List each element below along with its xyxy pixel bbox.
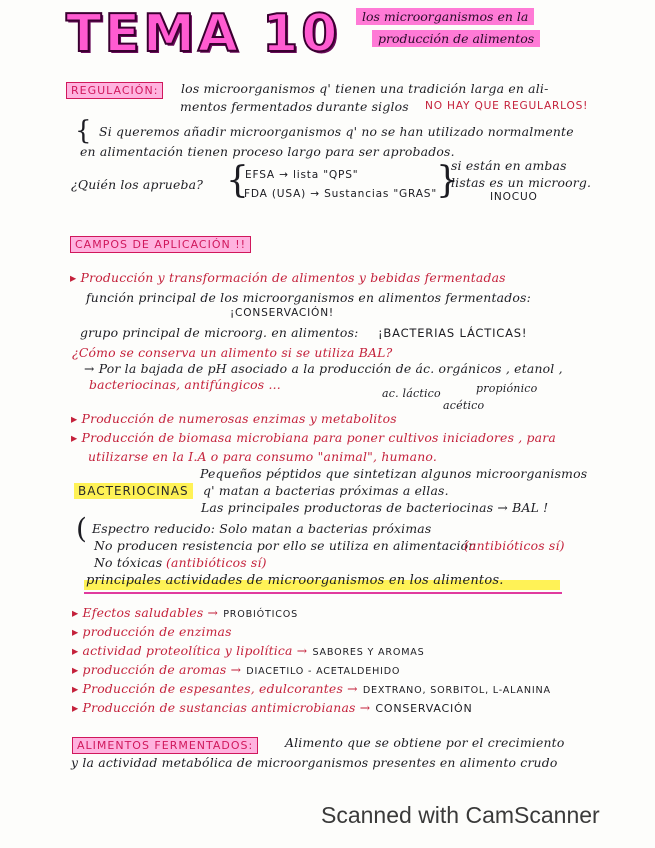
note-line-2: listas es un microorg. — [451, 175, 592, 190]
note-line-3: INOCUO — [490, 191, 538, 203]
campos-item-3-line-2: utilizarse en la I.A o para consumo "animal", humano. — [88, 449, 437, 464]
actividad-item — [72, 602, 298, 621]
acid-lactico: ac. láctico — [382, 387, 441, 400]
acid-acetico: acético — [443, 399, 485, 412]
fda-line: FDA (USA) → Sustancias "GRAS" — [244, 188, 437, 200]
campos-item-1: ▸ Producción y transformación de alimentos y bebidas fermentadas — [70, 270, 506, 285]
page-title: TEMA 10 — [66, 4, 341, 64]
actividad-text: ▸ Producción de espesantes, edulcorantes → — [72, 681, 358, 696]
actividad-caps: PROBIÓTICOS — [223, 609, 299, 620]
actividad-item — [72, 678, 551, 697]
bacteriocinas-line-5b: (antibióticos sí) — [464, 538, 565, 553]
brace-efsa-fda: { — [226, 160, 249, 201]
actividad-caps: DIACETILO - ACETALDEHIDO — [246, 666, 401, 677]
bacteriocinas-line-6b: (antibióticos sí) — [166, 555, 267, 570]
fermentados-line-1: Alimento que se obtiene por el crecimiento — [285, 735, 565, 750]
regulacion-line-2a: mentos fermentados durante siglos — [180, 99, 409, 114]
actividad-item — [72, 659, 400, 678]
fermentados-line-2: y la actividad metabólica de microorganismos presentes en alimento crudo — [71, 755, 558, 770]
actividad-text: ▸ producción de enzimas — [72, 624, 232, 639]
bacteriocinas-line-2: q' matan a bacterias próximas a ellas. — [203, 483, 449, 498]
bacteriocinas-line-4: Espectro reducido: Solo matan a bacterias próximas — [92, 521, 432, 536]
campos-item-1-line-4a: grupo principal de microorg. en alimentos: — [80, 325, 359, 340]
actividad-item — [72, 621, 232, 640]
note-line-1: si están en ambas — [451, 158, 567, 173]
subtitle-line-2: producción de alimentos — [372, 30, 540, 47]
subtitle-line-1: los microorganismos en la — [356, 8, 534, 25]
actividad-item — [72, 697, 473, 716]
regulacion-label: REGULACIÓN: — [66, 82, 163, 99]
bal-answer-line-1: → Por la bajada de pH asociado a la producción de ác. orgánicos , etanol , — [84, 361, 563, 376]
brace-close: } — [436, 160, 459, 201]
regulacion-line-2b: NO HAY QUE REGULARLOS! — [425, 100, 589, 112]
efsa-line: EFSA → lista "QPS" — [245, 169, 359, 181]
bacteriocinas-line-6a: No tóxicas — [94, 555, 163, 570]
actividad-text: ▸ Producción de sustancias antimicrobianas → — [72, 700, 371, 715]
regulacion-line-4: en alimentación tienen proceso largo para ser aprobados. — [80, 144, 455, 159]
actividad-caps: SABORES Y AROMAS — [312, 647, 425, 658]
actividades-underline — [84, 592, 562, 594]
regulacion-line-1: los microorganismos q' tienen una tradición larga en ali- — [181, 81, 549, 96]
actividad-caps: DEXTRANO, SORBITOL, L-ALANINA — [362, 685, 551, 696]
campos-item-3: ▸ Producción de biomasa microbiana para poner cultivos iniciadores , para — [71, 430, 556, 445]
brace-bacteriocinas: ( — [76, 512, 87, 545]
actividad-caps: CONSERVACIÓN — [375, 702, 473, 715]
bacteriocinas-label: BACTERIOCINAS — [74, 483, 193, 499]
campos-item-2: ▸ Producción de numerosas enzimas y metabolitos — [71, 411, 397, 426]
acid-propionico: propiónico — [476, 382, 538, 395]
bacteriocinas-line-3: Las principales productoras de bacteriocinas → BAL ! — [201, 500, 549, 515]
bacteriocinas-line-5a: No producen resistencia por ello se utiliza en alimentación — [94, 538, 477, 553]
brace-regulacion: { — [75, 116, 92, 146]
actividad-text: ▸ Efectos saludables → — [72, 605, 219, 620]
regulacion-question: ¿Quién los aprueba? — [71, 177, 204, 192]
actividad-text: ▸ producción de aromas → — [72, 662, 242, 677]
actividad-text: ▸ actividad proteolítica y lipolítica → — [72, 643, 308, 658]
campos-item-1-line-2: función principal de los microorganismos en alimentos fermentados: — [86, 290, 531, 305]
bal-answer-line-2: bacteriocinas, antifúngicos ... — [89, 377, 281, 392]
fermentados-label: ALIMENTOS FERMENTADOS: — [72, 737, 258, 754]
actividades-title: principales actividades de microorganismos en los alimentos. — [86, 573, 504, 588]
campos-item-1-line-4b: ¡BACTERIAS LÁCTICAS! — [378, 326, 528, 340]
campos-label: CAMPOS DE APLICACIÓN !! — [70, 236, 251, 253]
bacteriocinas-line-1: Pequeños péptidos que sintetizan algunos microorganismos — [200, 466, 588, 481]
campos-item-1-line-3: ¡CONSERVACIÓN! — [230, 307, 334, 319]
camscanner-watermark: Scanned with CamScanner — [321, 802, 600, 828]
actividad-item — [72, 640, 425, 659]
bal-question: ¿Cómo se conserva un alimento si se utiliza BAL? — [72, 345, 393, 360]
regulacion-line-3: Si queremos añadir microorganismos q' no se han utilizado normalmente — [99, 124, 574, 139]
